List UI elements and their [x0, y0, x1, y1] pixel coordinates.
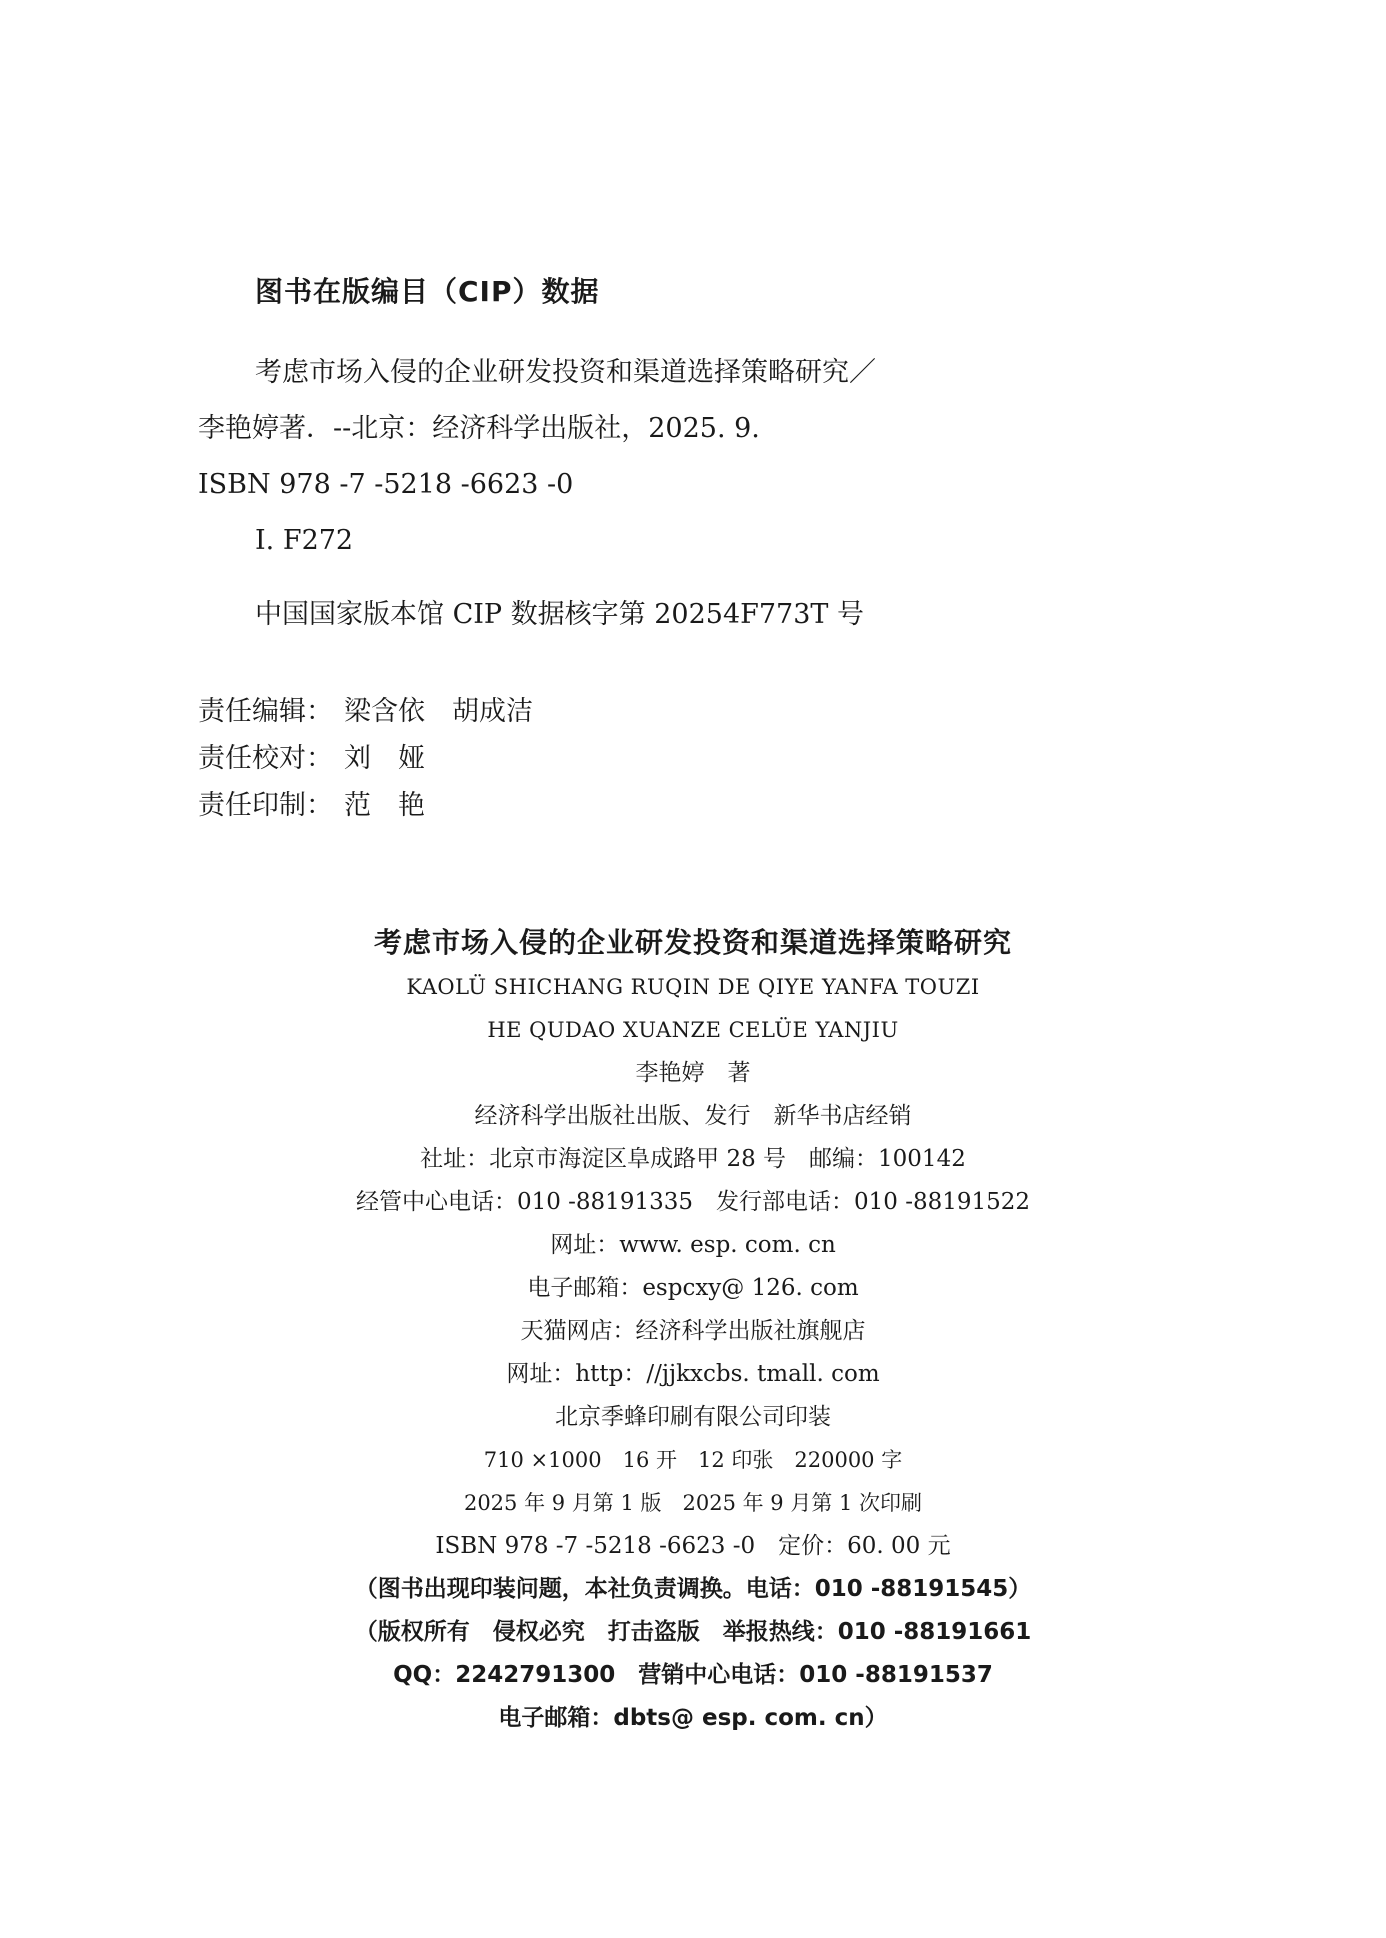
colophon-notice-copyright: （版权所有 侵权必究 打击盗版 举报热线：010 -88191661	[354, 1619, 1032, 1645]
staff-names: 梁含依 胡成洁	[344, 696, 533, 727]
colophon-notice-printing: （图书出现印装问题，本社负责调换。电话：010 -88191545）	[354, 1576, 1032, 1602]
colophon-address: 社址：北京市海淀区阜成路甲 28 号 邮编：100142	[420, 1146, 966, 1172]
colophon	[0, 920, 1386, 1740]
colophon-format: 710 ×1000 16 开 12 印张 220000 字	[483, 1448, 903, 1472]
staff-names: 刘 娅	[344, 743, 425, 774]
colophon-website: 网址：www. esp. com. cn	[550, 1232, 836, 1258]
colophon-notice-qq: QQ：2242791300 营销中心电话：010 -88191537	[393, 1662, 993, 1688]
colophon-email: 电子邮箱：espcxy@ 126. com	[527, 1275, 859, 1301]
colophon-tmall-store: 天猫网店：经济科学出版社旗舰店	[520, 1318, 866, 1344]
colophon-edition: 2025 年 9 月第 1 版 2025 年 9 月第 1 次印刷	[463, 1491, 923, 1515]
staff-names: 范 艳	[344, 790, 425, 821]
cip-classification-line: Ⅰ. F272	[255, 525, 354, 556]
colophon-pinyin-line-1: KAOLÜ SHICHANG RUQIN DE QIYE YANFA TOUZI	[406, 975, 980, 999]
staff-label: 责任印制：	[198, 790, 333, 821]
colophon-phones: 经管中心电话：010 -88191335 发行部电话：010 -88191522	[355, 1189, 1031, 1215]
colophon-printer: 北京季蜂印刷有限公司印装	[555, 1404, 831, 1430]
colophon-title: 考虑市场入侵的企业研发投资和渠道选择策略研究	[373, 926, 1012, 959]
staff-label: 责任校对：	[198, 743, 333, 774]
staff-credits	[198, 688, 533, 829]
staff-label: 责任编辑：	[198, 696, 333, 727]
cip-author-publisher-line: 李艳婷著．--北京：经济科学出版社，2025. 9.	[198, 413, 760, 444]
cip-approval-number: 中国国家版本馆 CIP 数据核字第 20254F773T 号	[255, 599, 864, 630]
cip-record	[198, 345, 1198, 643]
staff-row-editor	[198, 688, 533, 735]
colophon-tmall-url: 网址：http：//jjkxcbs. tmall. com	[506, 1361, 880, 1387]
cip-heading: 图书在版编目（CIP）数据	[255, 275, 600, 308]
staff-row-proofreader	[198, 735, 533, 782]
colophon-pinyin-line-2: HE QUDAO XUANZE CELÜE YANJIU	[487, 1018, 899, 1042]
colophon-author: 李艳婷 著	[635, 1060, 751, 1086]
cip-isbn-line: ISBN 978 -7 -5218 -6623 -0	[198, 469, 574, 500]
cip-title-line: 考虑市场入侵的企业研发投资和渠道选择策略研究／	[255, 357, 876, 388]
colophon-notice-email: 电子邮箱：dbts@ esp. com. cn）	[498, 1705, 888, 1731]
colophon-publisher: 经济科学出版社出版、发行 新华书店经销	[474, 1103, 912, 1129]
colophon-isbn-price: ISBN 978 -7 -5218 -6623 -0 定价：60. 00 元	[435, 1533, 951, 1559]
staff-row-printing	[198, 782, 533, 829]
